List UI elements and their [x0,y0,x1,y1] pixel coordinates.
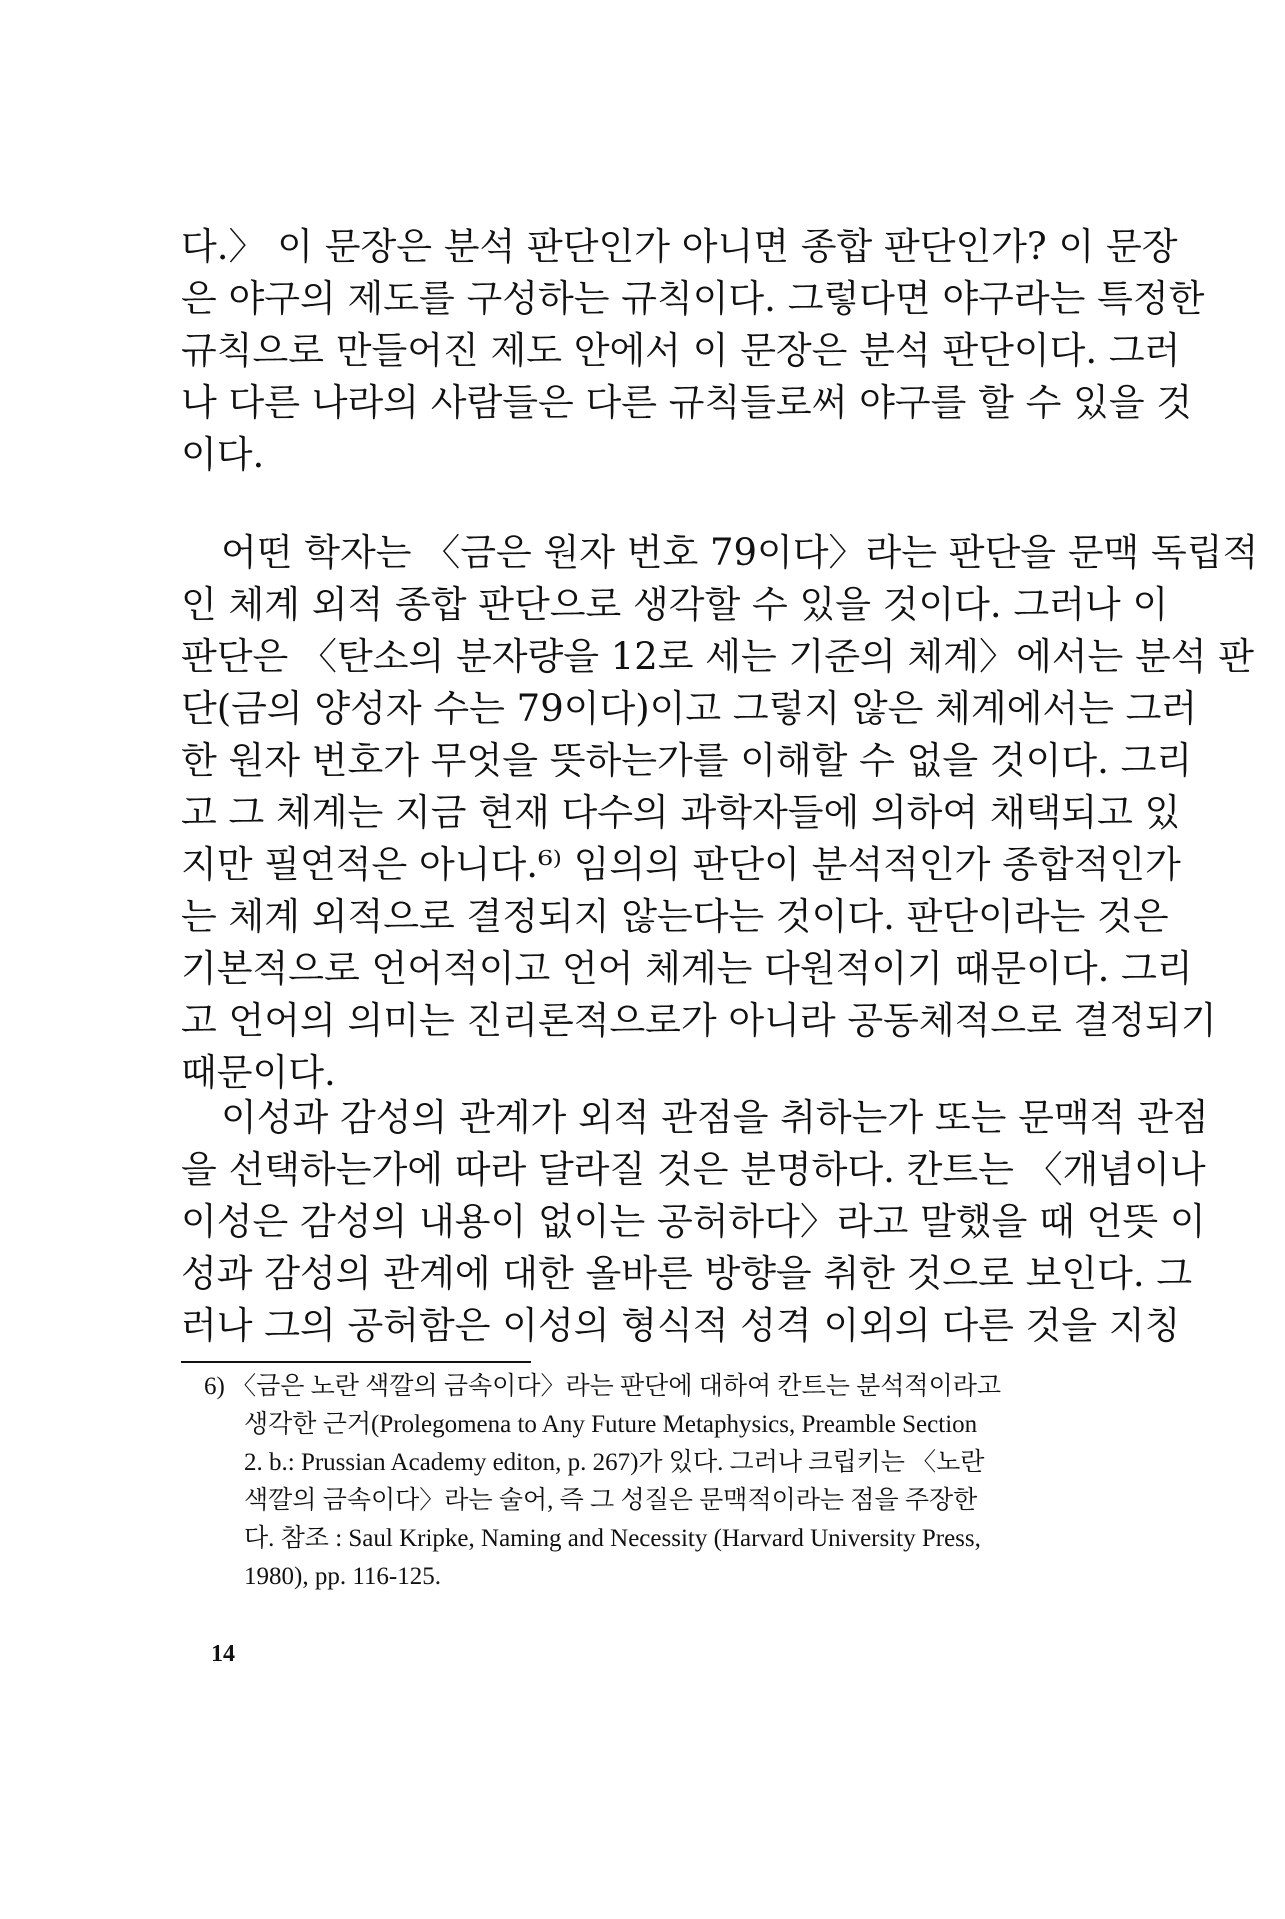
footnote-line: 1980), pp. 116-125. [244,1563,441,1590]
paragraph-3 [181,1092,1209,1352]
text-line: 한 원자 번호가 무엇을 뜻하는가를 이해할 수 없을 것이다. 그리 [181,739,1193,782]
paragraph-2 [181,527,1259,1099]
text-line: 지만 필연적은 아니다.⁶⁾ 임의의 판단이 분석적인가 종합적인가 [181,843,1181,886]
footnote-line: 다. 참조 : Saul Kripke, Naming and Necessity (Harvard University Press, [244,1525,981,1552]
footnote-line: 6) 〈금은 노란 색깔의 금속이다〉라는 판단에 대하여 칸트는 분석적이라고 [204,1373,1002,1400]
page-number: 14 [211,1641,235,1667]
footnote-line: 생각한 근거(Prolegomena to Any Future Metaphysics, Preamble Section [244,1411,978,1438]
body-text-2 [181,527,1259,1099]
text-line: 을 선택하는가에 따라 달라질 것은 분명하다. 칸트는 〈개념이나 [181,1148,1206,1191]
text-line: 이성은 감성의 내용이 없이는 공허하다〉라고 말했을 때 언뜻 이 [181,1200,1206,1243]
text-line: 때문이다. [181,1051,336,1094]
footnote [204,1368,1144,1596]
footnote-line: 2. b.: Prussian Academy editon, p. 267)가 있다. 그러나 크립키는 〈노란 [244,1449,985,1476]
text-line: 규칙으로 만들어진 제도 안에서 이 문장은 분석 판단이다. 그러 [181,329,1181,372]
text-line: 단(금의 양성자 수는 79이다)이고 그렇지 않은 체계에서는 그러 [181,687,1198,730]
text-line: 이다. [181,433,265,476]
text-line: 성과 감성의 관계에 대한 올바른 방향을 취한 것으로 보인다. 그 [181,1252,1193,1295]
text-line: 러나 그의 공허함은 이성의 형식적 성격 이외의 다른 것을 지칭 [181,1304,1181,1347]
paragraph-1 [181,221,1205,481]
footnote-line: 색깔의 금속이다〉라는 술어, 즉 그 성질은 문맥적이라는 점을 주장한 [244,1487,978,1514]
text-line: 다.〉 이 문장은 분석 판단인가 아니면 종합 판단인가? 이 문장 [181,225,1178,268]
text-line: 고 그 체계는 지금 현재 다수의 과학자들에 의하여 채택되고 있 [181,791,1181,834]
text-line: 어떤 학자는 〈금은 원자 번호 79이다〉라는 판단을 문맥 독립적 [221,531,1259,574]
text-line: 이성과 감성의 관계가 외적 관점을 취하는가 또는 문맥적 관점 [221,1096,1209,1139]
body-text [181,221,1205,481]
text-line: 기본적으로 언어적이고 언어 체계는 다원적이기 때문이다. 그리 [181,947,1193,990]
footnote-divider [181,1361,531,1363]
text-line: 고 언어의 의미는 진리론적으로가 아니라 공동체적으로 결정되기 [181,999,1217,1042]
body-text-3 [181,1092,1209,1352]
text-line: 판단은 〈탄소의 분자량을 12로 세는 기준의 체계〉에서는 분석 판 [181,635,1254,678]
text-line: 은 야구의 제도를 구성하는 규칙이다. 그렇다면 야구라는 특정한 [181,277,1205,320]
text-line: 나 다른 나라의 사람들은 다른 규칙들로써 야구를 할 수 있을 것 [181,381,1193,424]
text-line: 는 체계 외적으로 결정되지 않는다는 것이다. 판단이라는 것은 [181,895,1169,938]
text-line: 인 체계 외적 종합 판단으로 생각할 수 있을 것이다. 그러나 이 [181,583,1169,626]
